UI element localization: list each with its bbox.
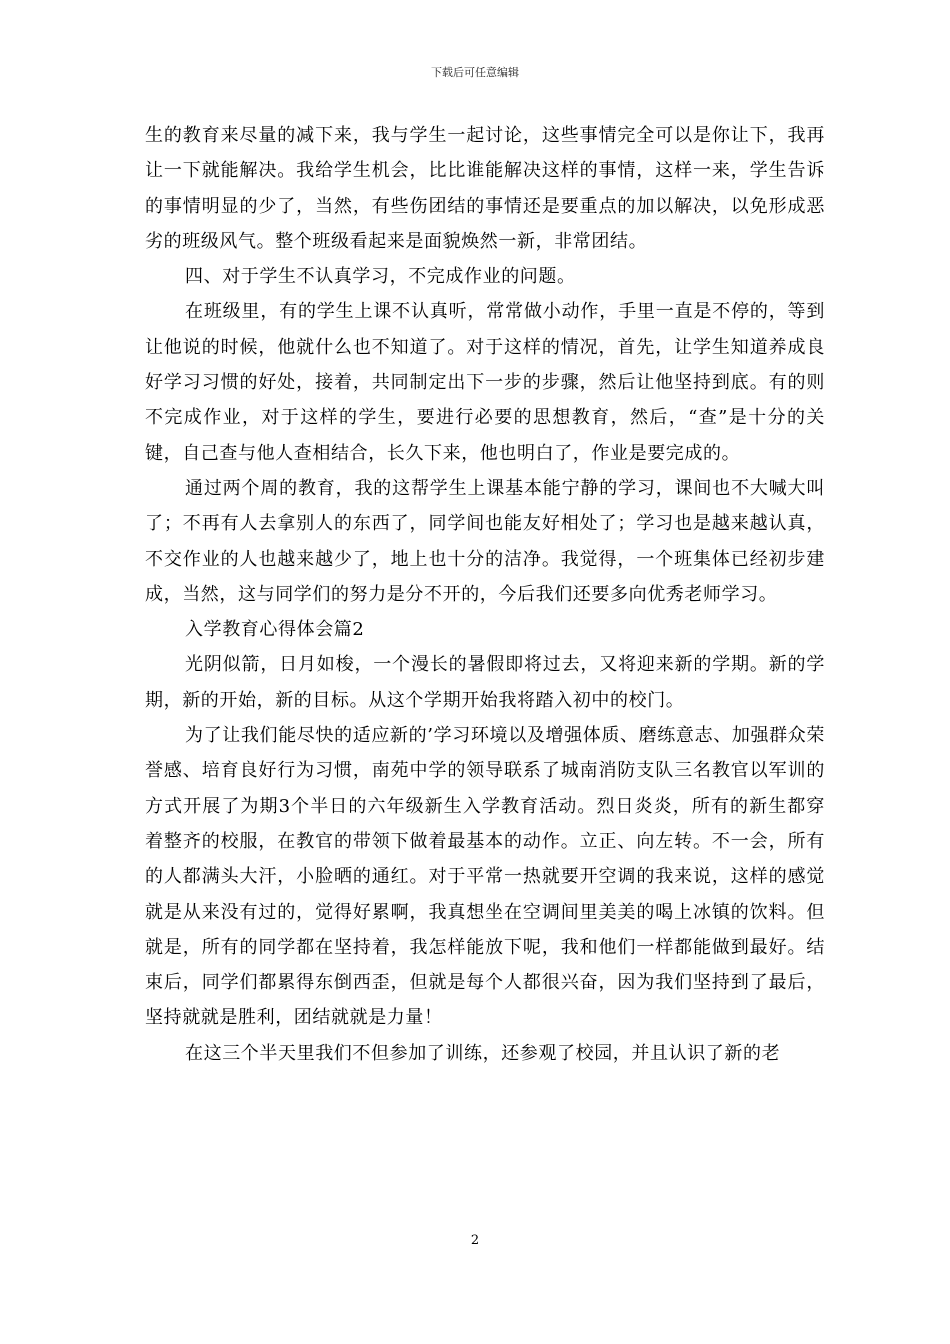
page-header: 下载后可任意编辑 [431, 66, 519, 79]
page-number: 2 [470, 1233, 480, 1248]
section-heading-four: 四、对于学生不认真学习，不完成作业的问题。 [185, 266, 576, 288]
article-title: 入学教育心得体会篇2 [185, 619, 365, 641]
document-body [145, 118, 825, 1071]
paragraph: 通过两个周的教育，我的这帮学生上课基本能宁静的学习，课间也不大喊大叫了；不再有人去拿别人的东西了，同学间也能友好相处了；学习也是越来越认真，不交作业的人也越来越少了，地上也十分的洁净。我觉得，一个班集体已经初步建成，当然，这与同学们的努力是分不开的，今后我们还要多向优秀老师学习。 [145, 477, 825, 605]
paragraph: 在这三个半天里我们不但参加了训练，还参观了校园，并且认识了新的老 [185, 1042, 781, 1064]
paragraph: 为了让我们能尽快的适应新的’学习环境以及增强体质、磨练意志、加强群众荣誉感、培育良好行为习惯，南苑中学的领导联系了城南消防支队三名教官以军训的方式开展了为期3个半日的六年级新生入学教育活动。烈日炎炎，所有的新生都穿着整齐的校服，在教官的带领下做着最基本的动作。立正、向左转。不一会，所有的人都满头大汗，小脸晒的通红。对于平常一热就要开空调的我来说，这样的感觉就是从来没有过的，觉得好累啊，我真想坐在空调间里美美的喝上冰镇的饮料。但就是，所有的同学都在坚持着，我怎样能放下呢，我和他们一样都能做到最好。结束后，同学们都累得东倒西歪，但就是每个人都很兴奋，因为我们坚持到了最后，坚持就就是胜利，团结就就是力量！ [145, 725, 825, 1029]
paragraph: 光阴似箭，日月如梭，一个漫长的暑假即将过去，又将迎来新的学期。新的学期，新的开始，新的目标。从这个学期开始我将踏入初中的校门。 [145, 654, 825, 711]
paragraph: 在班级里，有的学生上课不认真听，常常做小动作，手里一直是不停的，等到让他说的时候，他就什么也不知道了。对于这样的情况，首先，让学生知道养成良好学习习惯的好处，接着，共同制定出下一步的步骤，然后让他坚持到底。有的则不完成作业，对于这样的学生，要进行必要的思想教育，然后，“查”是十分的关键，自己查与他人查相结合，长久下来，他也明白了，作业是要完成的。 [145, 301, 825, 464]
paragraph-continued: 生的教育来尽量的减下来，我与学生一起讨论，这些事情完全可以是你让下，我再让一下就能解决。我给学生机会，比比谁能解决这样的事情，这样一来，学生告诉的事情明显的少了，当然，有些伤团结的事情还是要重点的加以解决，以免形成恶劣的班级风气。整个班级看起来是面貌焕然一新，非常团结。 [145, 125, 825, 252]
